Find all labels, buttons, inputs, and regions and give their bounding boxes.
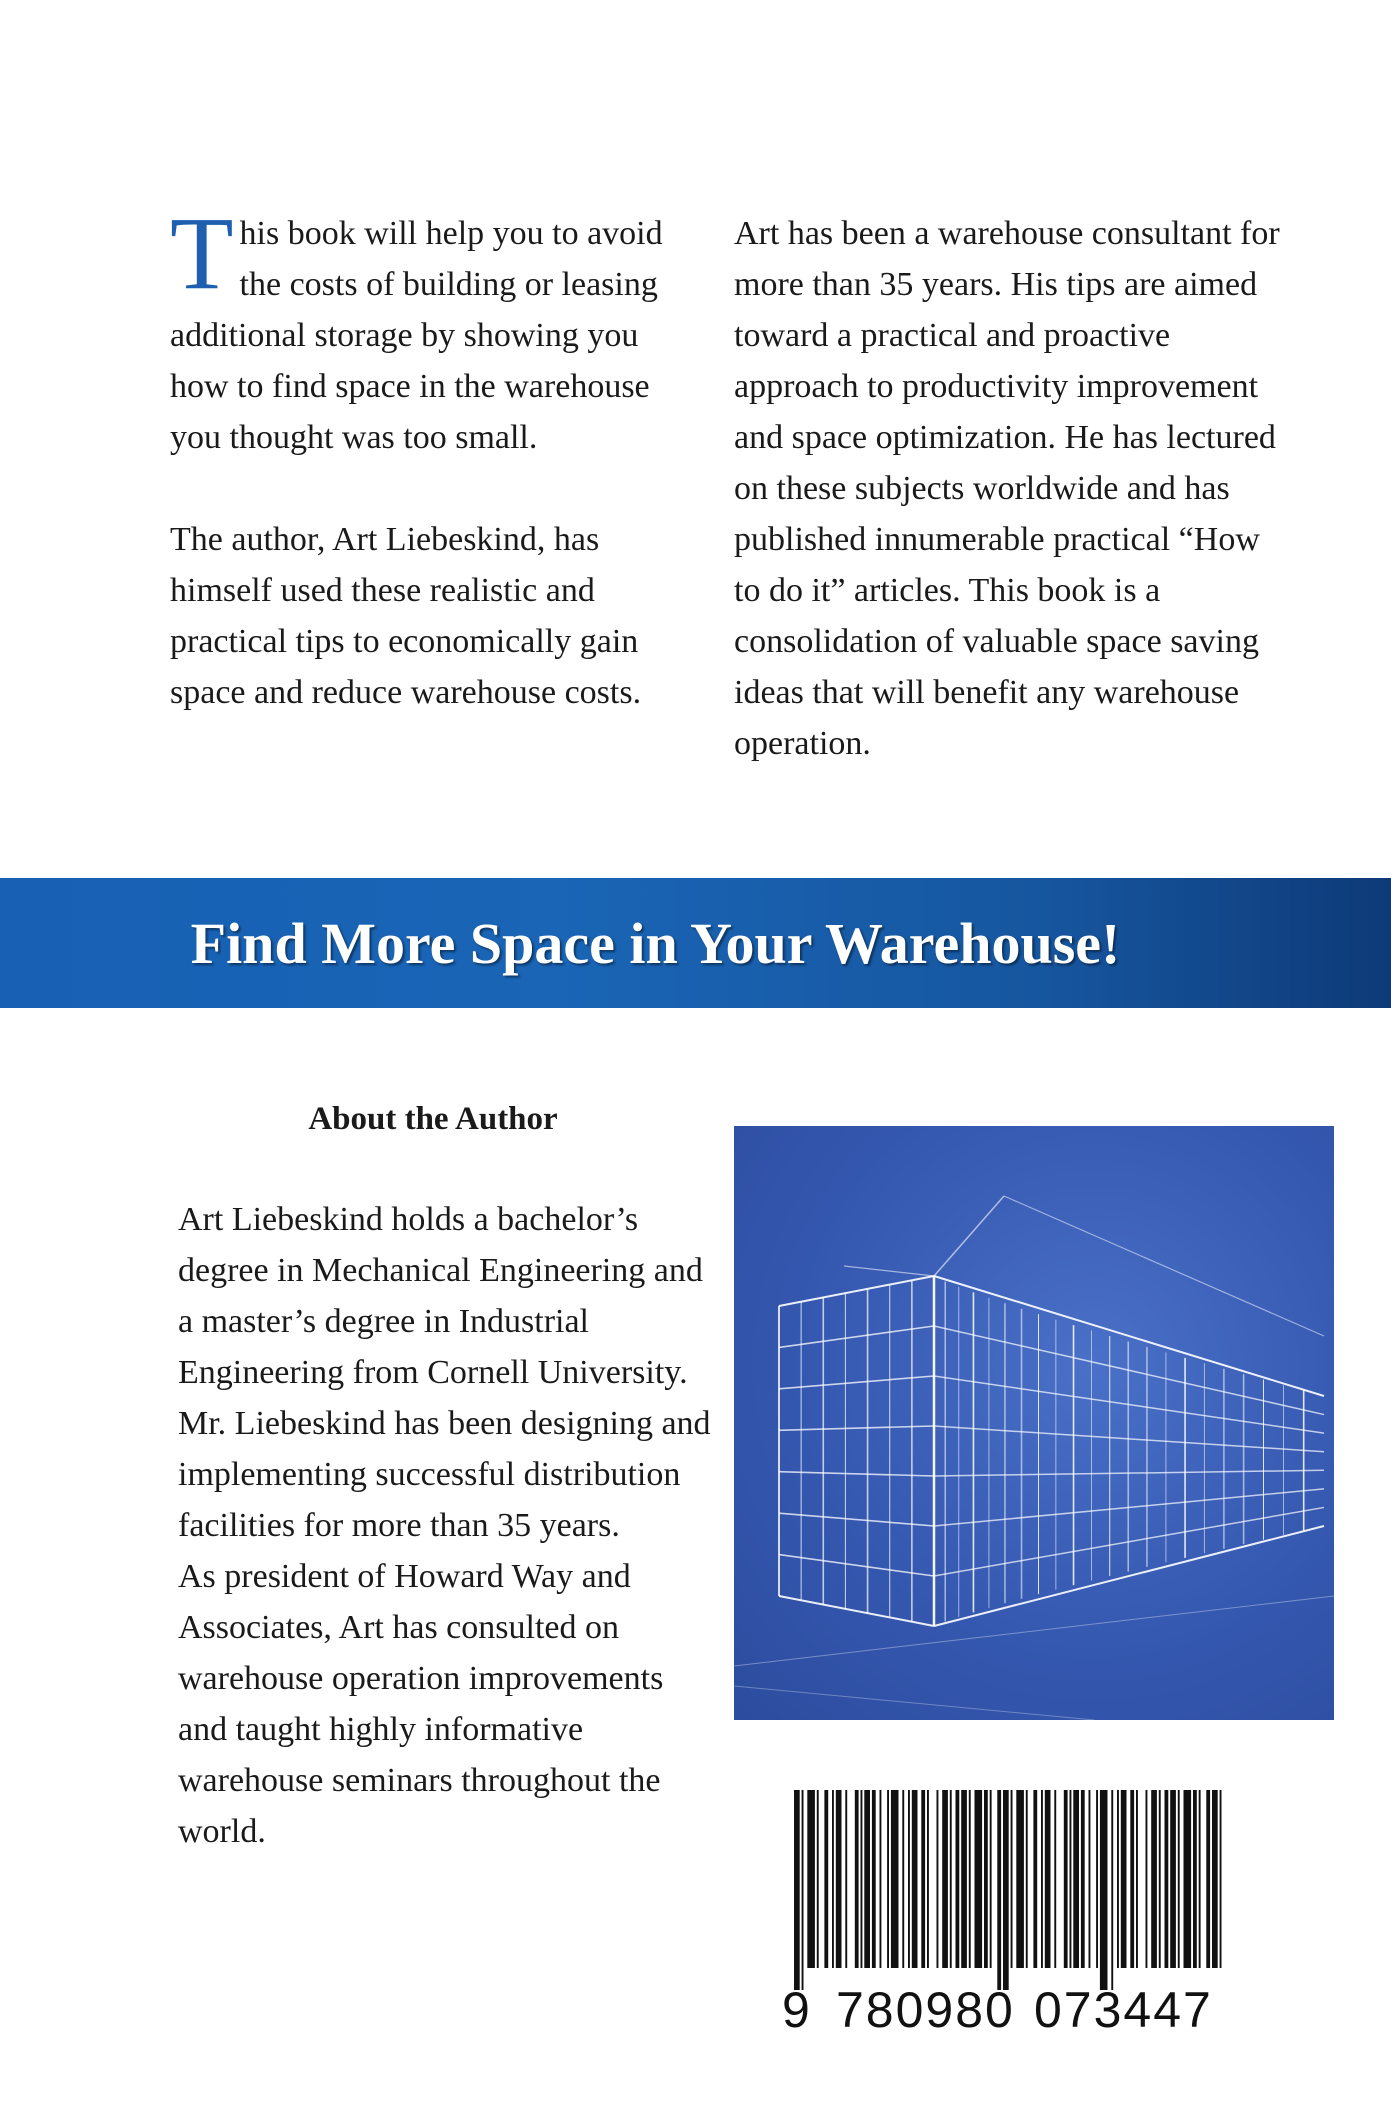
intro-paragraph-1 xyxy=(170,196,700,463)
drop-cap: T xyxy=(170,196,234,311)
wireframe-line xyxy=(779,1426,934,1430)
intro-paragraph-2: The author, Art Liebeskind, has himself used these realistic and practical tips to economically gain space and reduce warehouse costs. xyxy=(170,521,642,711)
barcode-bar xyxy=(864,1790,870,1968)
barcode-bar xyxy=(824,1790,828,1968)
wireframe-line xyxy=(779,1276,934,1306)
consultant-paragraph: Art has been a warehouse consultant for more than 35 years. His tips are aimed toward a practical and proactive approach to productivity improvement and space optimization. He has lectured on these subjects worldwide and has published innumerable practical “How to do it” articles. This book is a consolidation of valuable space saving ideas that will benefit any warehouse operation. xyxy=(734,215,1280,762)
wireframe-line xyxy=(779,1376,934,1389)
title-banner xyxy=(0,878,1391,1008)
barcode-group-1: 780980 xyxy=(836,1982,1015,2038)
barcode-bar xyxy=(1206,1790,1210,1968)
barcode-bar xyxy=(855,1790,859,1968)
barcode-bar xyxy=(807,1790,815,1968)
wireframe-line xyxy=(934,1196,1004,1276)
about-paragraph-2: As president of Howard Way and Associates, Art has consulted on warehouse operation improvements and taught highly informative warehouse seminars throughout the world. xyxy=(178,1558,664,1850)
barcode-bar xyxy=(961,1790,967,1968)
barcode-bar xyxy=(1121,1790,1127,1968)
barcode-bar xyxy=(908,1790,910,1968)
barcode-bar xyxy=(1054,1790,1056,1968)
barcode-digits xyxy=(782,1980,1230,2040)
barcode-bar xyxy=(984,1790,988,1968)
wireframe-line xyxy=(779,1326,934,1347)
barcode-bar xyxy=(880,1790,882,1968)
barcode-bar xyxy=(1117,1790,1119,1968)
barcode-bar xyxy=(927,1790,929,1968)
wireframe-line xyxy=(734,1686,1094,1720)
barcode-bar xyxy=(802,1790,804,1990)
barcode-bar xyxy=(1011,1790,1013,1968)
barcode-bar xyxy=(1073,1790,1079,1968)
barcode-bar xyxy=(1100,1790,1108,1990)
wireframe-line xyxy=(779,1472,934,1476)
barcode-bar xyxy=(1199,1790,1201,1968)
building-wireframe xyxy=(734,1126,1334,1720)
barcode-bar xyxy=(1170,1790,1176,1968)
barcode-bar xyxy=(1165,1790,1169,1968)
barcode-bar xyxy=(1178,1790,1180,1968)
barcode-bar xyxy=(1064,1790,1068,1968)
barcode-bar xyxy=(845,1790,847,1968)
barcode-bar xyxy=(921,1790,925,1968)
barcode-bar xyxy=(836,1790,842,1968)
barcode-bar xyxy=(872,1790,876,1968)
barcode-bar xyxy=(794,1790,800,1990)
barcode-bar xyxy=(861,1790,863,1968)
barcode-bar xyxy=(1220,1790,1222,1968)
wireframe-line xyxy=(844,1266,934,1276)
intro-column xyxy=(170,196,700,718)
barcode-bar xyxy=(1096,1790,1098,1968)
consultant-column xyxy=(734,208,1294,769)
wireframe-line xyxy=(779,1555,934,1576)
barcode-bar xyxy=(990,1790,992,1968)
barcode-bar xyxy=(817,1790,819,1968)
about-body xyxy=(178,1194,718,1857)
barcode-bar xyxy=(887,1790,889,1968)
barcode-bar xyxy=(1026,1790,1028,1968)
wireframe-line xyxy=(779,1513,934,1526)
banner-title: Find More Space in Your Warehouse! xyxy=(190,910,1121,976)
intro-paragraph-1-text: his book will help you to avoid the costs of building or leasing additional storage by showing you how to find space in the warehouse you thought was too small. xyxy=(170,215,663,456)
barcode-bar xyxy=(1016,1790,1024,1968)
barcode-bar xyxy=(942,1790,948,1968)
barcode-bar xyxy=(997,1790,1001,1990)
barcode-bar xyxy=(937,1790,939,1968)
barcode-bar xyxy=(1081,1790,1085,1968)
barcode-bars xyxy=(790,1790,1230,1990)
barcode-bar xyxy=(1003,1790,1009,1990)
barcode-bar xyxy=(1159,1790,1161,1968)
barcode-group-2: 073447 xyxy=(1034,1982,1213,2038)
barcode-lead-digit: 9 xyxy=(782,1982,810,2038)
barcode-bar xyxy=(891,1790,899,1968)
isbn-barcode xyxy=(782,1790,1230,2040)
barcode-bar xyxy=(832,1790,834,1968)
barcode-bar xyxy=(1184,1790,1192,1968)
wireframe-line xyxy=(734,1596,1334,1666)
barcode-bar xyxy=(1151,1790,1157,1968)
barcode-bar xyxy=(975,1790,983,1968)
barcode-bar xyxy=(1070,1790,1072,1968)
barcode-bar xyxy=(1111,1790,1113,1990)
barcode-bar xyxy=(1045,1790,1051,1968)
barcode-bar xyxy=(1136,1790,1138,1968)
about-paragraph-1: Art Liebeskind holds a bachelor’s degree in Mechanical Engineering and a master’s degree in Industrial Engineering from Cornell University. Mr. Liebeskind has been designing and implementing successful distribution facilities for more than 35 years. xyxy=(178,1201,711,1544)
barcode-bar xyxy=(1146,1790,1148,1968)
barcode-bar xyxy=(1212,1790,1218,1968)
wireframe-line xyxy=(1004,1196,1324,1336)
barcode-bar xyxy=(950,1790,952,1968)
barcode-bar xyxy=(1033,1790,1037,1968)
barcode-bar xyxy=(1193,1790,1197,1968)
wireframe-line xyxy=(779,1596,934,1626)
barcode-bar xyxy=(1089,1790,1091,1968)
barcode-bar xyxy=(969,1790,971,1968)
barcode-bar xyxy=(902,1790,904,1968)
barcode-bar xyxy=(1130,1790,1134,1968)
about-heading: About the Author xyxy=(308,1101,558,1137)
barcode-bar xyxy=(912,1790,918,1968)
barcode-bar xyxy=(956,1790,960,1968)
barcode-bar xyxy=(1041,1790,1043,1968)
building-blueprint-image xyxy=(734,1126,1334,1720)
